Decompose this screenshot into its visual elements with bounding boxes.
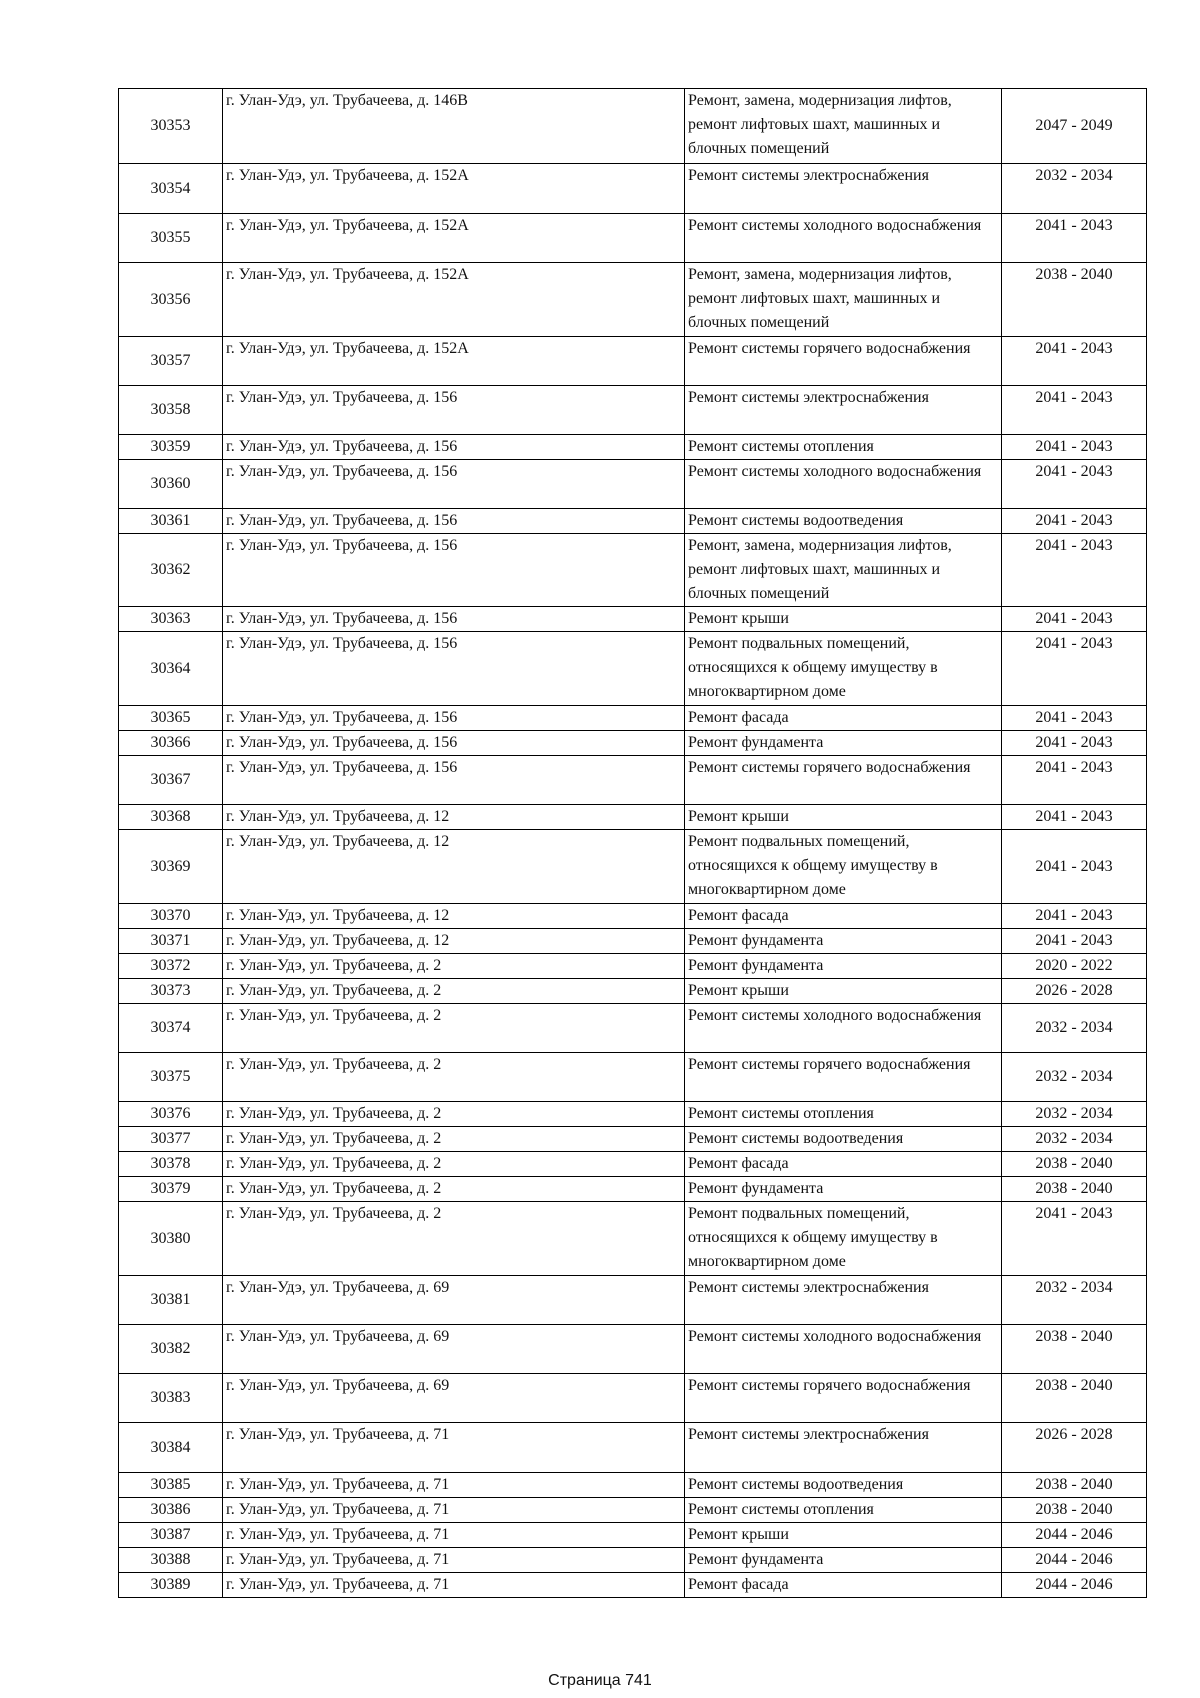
- row-work-type: Ремонт крыши: [685, 979, 1002, 1004]
- row-period: 2041 - 2043: [1002, 706, 1147, 731]
- row-work-type: Ремонт фундамента: [685, 1177, 1002, 1202]
- row-work-type: Ремонт системы электроснабжения: [685, 1276, 1002, 1325]
- row-number: 30375: [119, 1053, 223, 1102]
- row-number: 30364: [119, 632, 223, 706]
- row-work-type: Ремонт системы отопления: [685, 435, 1002, 460]
- row-number: 30388: [119, 1548, 223, 1573]
- row-period: 2041 - 2043: [1002, 386, 1147, 435]
- row-work-type: Ремонт фасада: [685, 1152, 1002, 1177]
- table-row: [119, 1152, 1147, 1177]
- row-work-type: Ремонт системы отопления: [685, 1102, 1002, 1127]
- row-address: г. Улан-Удэ, ул. Трубачеева, д. 2: [223, 979, 685, 1004]
- row-address: г. Улан-Удэ, ул. Трубачеева, д. 146В: [223, 89, 685, 164]
- table-row: [119, 214, 1147, 263]
- row-work-type: Ремонт системы электроснабжения: [685, 1423, 1002, 1473]
- row-number: 30354: [119, 164, 223, 214]
- table-row: [119, 263, 1147, 337]
- row-period: 2038 - 2040: [1002, 1498, 1147, 1523]
- row-period: 2038 - 2040: [1002, 1177, 1147, 1202]
- row-address: г. Улан-Удэ, ул. Трубачеева, д. 156: [223, 435, 685, 460]
- table-row: [119, 1423, 1147, 1473]
- row-work-type: Ремонт крыши: [685, 805, 1002, 830]
- row-number: 30380: [119, 1202, 223, 1276]
- row-address: г. Улан-Удэ, ул. Трубачеева, д. 71: [223, 1473, 685, 1498]
- row-address: г. Улан-Удэ, ул. Трубачеева, д. 152А: [223, 214, 685, 263]
- row-period: 2041 - 2043: [1002, 632, 1147, 706]
- row-period: 2020 - 2022: [1002, 954, 1147, 979]
- row-period: 2041 - 2043: [1002, 1202, 1147, 1276]
- table-row: [119, 1374, 1147, 1423]
- row-address: г. Улан-Удэ, ул. Трубачеева, д. 156: [223, 756, 685, 805]
- row-address: г. Улан-Удэ, ул. Трубачеева, д. 2: [223, 1152, 685, 1177]
- row-period: 2041 - 2043: [1002, 929, 1147, 954]
- row-period: 2041 - 2043: [1002, 534, 1147, 607]
- row-number: 30389: [119, 1573, 223, 1598]
- row-address: г. Улан-Удэ, ул. Трубачеева, д. 2: [223, 1202, 685, 1276]
- row-work-type: Ремонт системы холодного водоснабжения: [685, 1004, 1002, 1053]
- table-row: [119, 756, 1147, 805]
- row-number: 30371: [119, 929, 223, 954]
- row-address: г. Улан-Удэ, ул. Трубачеева, д. 2: [223, 1004, 685, 1053]
- row-work-type: Ремонт, замена, модернизация лифтов, ремонт лифтовых шахт, машинных и блочных помещений: [685, 263, 1002, 337]
- row-period: 2041 - 2043: [1002, 337, 1147, 386]
- table-row: [119, 509, 1147, 534]
- row-number: 30374: [119, 1004, 223, 1053]
- row-period: 2047 - 2049: [1002, 89, 1147, 164]
- row-work-type: Ремонт фундамента: [685, 954, 1002, 979]
- row-period: 2041 - 2043: [1002, 731, 1147, 756]
- row-address: г. Улан-Удэ, ул. Трубачеева, д. 2: [223, 1127, 685, 1152]
- row-address: г. Улан-Удэ, ул. Трубачеева, д. 12: [223, 929, 685, 954]
- row-period: 2041 - 2043: [1002, 607, 1147, 632]
- row-number: 30363: [119, 607, 223, 632]
- row-work-type: Ремонт системы горячего водоснабжения: [685, 1053, 1002, 1102]
- row-number: 30369: [119, 830, 223, 904]
- works-table: [118, 88, 1147, 1598]
- row-period: 2041 - 2043: [1002, 756, 1147, 805]
- row-address: г. Улан-Удэ, ул. Трубачеева, д. 12: [223, 904, 685, 929]
- row-work-type: Ремонт системы электроснабжения: [685, 386, 1002, 435]
- row-address: г. Улан-Удэ, ул. Трубачеева, д. 152А: [223, 164, 685, 214]
- table-row: [119, 460, 1147, 509]
- table-row: [119, 1127, 1147, 1152]
- table-row: [119, 386, 1147, 435]
- row-number: 30377: [119, 1127, 223, 1152]
- row-number: 30366: [119, 731, 223, 756]
- row-address: г. Улан-Удэ, ул. Трубачеева, д. 156: [223, 460, 685, 509]
- row-work-type: Ремонт системы холодного водоснабжения: [685, 214, 1002, 263]
- row-work-type: Ремонт системы водоотведения: [685, 1127, 1002, 1152]
- row-period: 2041 - 2043: [1002, 460, 1147, 509]
- row-period: 2041 - 2043: [1002, 435, 1147, 460]
- row-work-type: Ремонт системы горячего водоснабжения: [685, 756, 1002, 805]
- row-work-type: Ремонт, замена, модернизация лифтов, ремонт лифтовых шахт, машинных и блочных помещений: [685, 89, 1002, 164]
- row-period: 2038 - 2040: [1002, 1325, 1147, 1374]
- table-row: [119, 731, 1147, 756]
- row-address: г. Улан-Удэ, ул. Трубачеева, д. 69: [223, 1374, 685, 1423]
- row-address: г. Улан-Удэ, ул. Трубачеева, д. 2: [223, 1102, 685, 1127]
- works-table-body: [119, 89, 1147, 1598]
- row-number: 30379: [119, 1177, 223, 1202]
- row-number: 30362: [119, 534, 223, 607]
- row-address: г. Улан-Удэ, ул. Трубачеева, д. 156: [223, 534, 685, 607]
- table-row: [119, 929, 1147, 954]
- row-work-type: Ремонт фасада: [685, 1573, 1002, 1598]
- row-number: 30361: [119, 509, 223, 534]
- row-period: 2032 - 2034: [1002, 1276, 1147, 1325]
- row-work-type: Ремонт фундамента: [685, 731, 1002, 756]
- row-address: г. Улан-Удэ, ул. Трубачеева, д. 2: [223, 1177, 685, 1202]
- row-number: 30370: [119, 904, 223, 929]
- row-work-type: Ремонт системы электроснабжения: [685, 164, 1002, 214]
- table-row: [119, 607, 1147, 632]
- row-period: 2032 - 2034: [1002, 1004, 1147, 1053]
- row-number: 30368: [119, 805, 223, 830]
- table-row: [119, 830, 1147, 904]
- row-work-type: Ремонт подвальных помещений, относящихся к общему имуществу в многоквартирном доме: [685, 1202, 1002, 1276]
- row-address: г. Улан-Удэ, ул. Трубачеева, д. 156: [223, 509, 685, 534]
- row-number: 30381: [119, 1276, 223, 1325]
- row-work-type: Ремонт подвальных помещений, относящихся к общему имуществу в многоквартирном доме: [685, 632, 1002, 706]
- table-row: [119, 632, 1147, 706]
- row-address: г. Улан-Удэ, ул. Трубачеева, д. 69: [223, 1325, 685, 1374]
- table-row: [119, 337, 1147, 386]
- row-period: 2032 - 2034: [1002, 164, 1147, 214]
- row-number: 30355: [119, 214, 223, 263]
- table-row: [119, 904, 1147, 929]
- row-address: г. Улан-Удэ, ул. Трубачеева, д. 152А: [223, 337, 685, 386]
- row-period: 2044 - 2046: [1002, 1523, 1147, 1548]
- row-work-type: Ремонт фундамента: [685, 1548, 1002, 1573]
- table-row: [119, 1473, 1147, 1498]
- row-period: 2044 - 2046: [1002, 1548, 1147, 1573]
- row-address: г. Улан-Удэ, ул. Трубачеева, д. 12: [223, 805, 685, 830]
- table-row: [119, 89, 1147, 164]
- row-period: 2041 - 2043: [1002, 805, 1147, 830]
- table-row: [119, 1325, 1147, 1374]
- row-number: 30357: [119, 337, 223, 386]
- row-address: г. Улан-Удэ, ул. Трубачеева, д. 71: [223, 1498, 685, 1523]
- table-row: [119, 1202, 1147, 1276]
- row-number: 30367: [119, 756, 223, 805]
- table-row: [119, 534, 1147, 607]
- row-period: 2032 - 2034: [1002, 1127, 1147, 1152]
- row-address: г. Улан-Удэ, ул. Трубачеева, д. 71: [223, 1523, 685, 1548]
- row-period: 2041 - 2043: [1002, 214, 1147, 263]
- row-period: 2038 - 2040: [1002, 1152, 1147, 1177]
- row-number: 30358: [119, 386, 223, 435]
- page-number: Страница 741: [548, 1672, 652, 1689]
- table-row: [119, 954, 1147, 979]
- row-number: 30372: [119, 954, 223, 979]
- table-row: [119, 1053, 1147, 1102]
- row-address: г. Улан-Удэ, ул. Трубачеева, д. 2: [223, 954, 685, 979]
- row-number: 30384: [119, 1423, 223, 1473]
- row-address: г. Улан-Удэ, ул. Трубачеева, д. 71: [223, 1573, 685, 1598]
- row-number: 30359: [119, 435, 223, 460]
- row-work-type: Ремонт фасада: [685, 904, 1002, 929]
- row-number: 30382: [119, 1325, 223, 1374]
- row-address: г. Улан-Удэ, ул. Трубачеева, д. 71: [223, 1548, 685, 1573]
- row-work-type: Ремонт системы водоотведения: [685, 509, 1002, 534]
- row-work-type: Ремонт системы холодного водоснабжения: [685, 1325, 1002, 1374]
- row-work-type: Ремонт системы горячего водоснабжения: [685, 1374, 1002, 1423]
- row-number: 30373: [119, 979, 223, 1004]
- table-row: [119, 1523, 1147, 1548]
- row-number: 30385: [119, 1473, 223, 1498]
- row-number: 30387: [119, 1523, 223, 1548]
- row-address: г. Улан-Удэ, ул. Трубачеева, д. 12: [223, 830, 685, 904]
- row-period: 2041 - 2043: [1002, 509, 1147, 534]
- row-period: 2038 - 2040: [1002, 1473, 1147, 1498]
- row-address: г. Улан-Удэ, ул. Трубачеева, д. 2: [223, 1053, 685, 1102]
- row-number: 30386: [119, 1498, 223, 1523]
- row-period: 2041 - 2043: [1002, 904, 1147, 929]
- row-address: г. Улан-Удэ, ул. Трубачеева, д. 156: [223, 607, 685, 632]
- table-row: [119, 706, 1147, 731]
- row-period: 2032 - 2034: [1002, 1053, 1147, 1102]
- row-work-type: Ремонт подвальных помещений, относящихся к общему имуществу в многоквартирном доме: [685, 830, 1002, 904]
- row-work-type: Ремонт, замена, модернизация лифтов, ремонт лифтовых шахт, машинных и блочных помещений: [685, 534, 1002, 607]
- row-work-type: Ремонт системы холодного водоснабжения: [685, 460, 1002, 509]
- row-number: 30356: [119, 263, 223, 337]
- table-row: [119, 1573, 1147, 1598]
- row-work-type: Ремонт крыши: [685, 607, 1002, 632]
- row-period: 2026 - 2028: [1002, 979, 1147, 1004]
- row-number: 30353: [119, 89, 223, 164]
- row-address: г. Улан-Удэ, ул. Трубачеева, д. 71: [223, 1423, 685, 1473]
- table-row: [119, 1004, 1147, 1053]
- row-period: 2041 - 2043: [1002, 830, 1147, 904]
- row-number: 30365: [119, 706, 223, 731]
- row-work-type: Ремонт фундамента: [685, 929, 1002, 954]
- table-row: [119, 805, 1147, 830]
- row-work-type: Ремонт системы водоотведения: [685, 1473, 1002, 1498]
- row-period: 2032 - 2034: [1002, 1102, 1147, 1127]
- row-work-type: Ремонт системы отопления: [685, 1498, 1002, 1523]
- table-row: [119, 1102, 1147, 1127]
- row-work-type: Ремонт фасада: [685, 706, 1002, 731]
- row-period: 2038 - 2040: [1002, 1374, 1147, 1423]
- table-row: [119, 1498, 1147, 1523]
- row-period: 2044 - 2046: [1002, 1573, 1147, 1598]
- row-number: 30378: [119, 1152, 223, 1177]
- row-work-type: Ремонт системы горячего водоснабжения: [685, 337, 1002, 386]
- row-work-type: Ремонт крыши: [685, 1523, 1002, 1548]
- row-address: г. Улан-Удэ, ул. Трубачеева, д. 152А: [223, 263, 685, 337]
- table-row: [119, 979, 1147, 1004]
- row-number: 30383: [119, 1374, 223, 1423]
- row-number: 30376: [119, 1102, 223, 1127]
- row-address: г. Улан-Удэ, ул. Трубачеева, д. 156: [223, 632, 685, 706]
- table-row: [119, 435, 1147, 460]
- table-row: [119, 1548, 1147, 1573]
- table-row: [119, 164, 1147, 214]
- row-period: 2038 - 2040: [1002, 263, 1147, 337]
- table-row: [119, 1177, 1147, 1202]
- row-address: г. Улан-Удэ, ул. Трубачеева, д. 156: [223, 731, 685, 756]
- row-address: г. Улан-Удэ, ул. Трубачеева, д. 156: [223, 706, 685, 731]
- table-row: [119, 1276, 1147, 1325]
- row-number: 30360: [119, 460, 223, 509]
- row-address: г. Улан-Удэ, ул. Трубачеева, д. 156: [223, 386, 685, 435]
- row-address: г. Улан-Удэ, ул. Трубачеева, д. 69: [223, 1276, 685, 1325]
- row-period: 2026 - 2028: [1002, 1423, 1147, 1473]
